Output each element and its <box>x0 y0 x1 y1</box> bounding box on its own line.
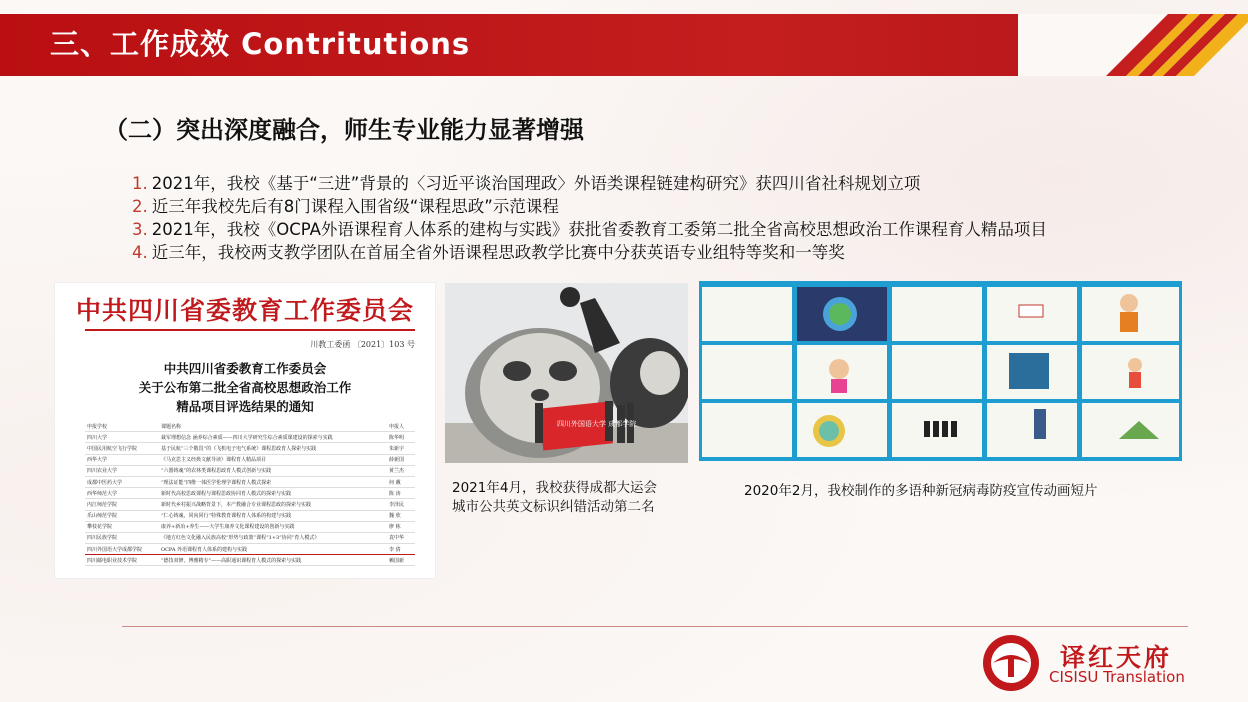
table-row-highlighted: 四川外国语大学成都学院 OCPA 外语课程育人体系的建构与实践 李 倩 <box>85 544 415 555</box>
table-row: 西华师范大学 新时代高校思政课程与课程思政协同育人模式的探索与实践 陈 涛 <box>85 488 415 499</box>
animation-still-drawings <box>699 281 1182 461</box>
table-row: 攀枝花学院 康养+新冶+养生——大学生康养文化课程建设的创新与实践 廖 栋 <box>85 521 415 532</box>
table-row: 四川邮电职业技术学院 “德技双修，博雅精专”——高职通识课程育人模式的探索与实践 赖国新 <box>85 555 415 566</box>
footer-divider <box>122 626 1188 627</box>
list-item: 1. 2021年，我校《基于“三进”背景的〈习近平谈治国理政〉外语类课程链建构研究》获四川省社科规划立项 <box>132 174 921 193</box>
animation-stills-grid <box>699 281 1182 461</box>
document-number: 川教工委函 〔2021〕103 号 <box>310 340 415 349</box>
list-item: 2. 近三年我校先后有8门课程入围省级“课程思政”示范课程 <box>132 197 559 216</box>
section-subtitle: （二）突出深度融合，师生专业能力显著增强 <box>104 116 584 144</box>
svg-text:四川外国语大学 成都学院: 四川外国语大学 成都学院 <box>557 420 637 428</box>
table-row: 内江师范学院 新时代乡村振兴战略背景下，本产教融合专业课程思政的探索与实践 李泽民 <box>85 499 415 510</box>
page-title: 三、工作成效 Contritutions <box>50 27 471 61</box>
table-row: 乐山师范学院 “仁心铸魂，同向同行”特殊教育课程育人体系的构建与实践 魏 欣 <box>85 510 415 521</box>
animation-caption: 2020年2月，我校制作的多语种新冠病毒防疫宣传动画短片 <box>744 483 1098 499</box>
list-item: 3. 2021年，我校《OCPA外语课程育人体系的建构与实践》获批省委教育工委第二批全省高校思想政治工作课程育人精品项目 <box>132 220 1047 239</box>
table-row: 西华大学 《马克思主义经典文献导读》课程育人精品项目 薛新国 <box>85 454 415 465</box>
table-row: 四川大学 裁军理想信念 涵养综合素质——四川大学研究生综合素质课建设的探索与实践 陈华明 <box>85 432 415 443</box>
table-row: 四川农业大学 “六器铸魂”的农林类课程思政育人模式创新与实践 黄兰杰 <box>85 465 415 476</box>
official-document-image <box>54 282 436 579</box>
table-row: 四川民族学院 《地方红色文化融入民族高校“形势与政策”课程“1+3”协同”育人模式》 袁中华 <box>85 532 415 543</box>
document-title-line: 关于公布第二批全省高校思想政治工作 <box>138 380 352 395</box>
photo-caption: 2021年4月，我校获得成都大运会 城市公共英文标识纠错活动第二名 <box>452 480 657 515</box>
group-photo-panda-sculpture <box>445 283 688 463</box>
logo-english-text: CISISU Translation <box>1049 668 1185 686</box>
table-header-row: 申报学校 课题名称 申报人 <box>85 421 415 432</box>
logo-icon <box>981 633 1041 693</box>
list-item: 4. 近三年，我校两支教学团队在首届全省外语课程思政教学比赛中分获英语专业组特等奖和一等奖 <box>132 243 845 262</box>
logo-chinese-text: 译红天府 <box>1060 643 1173 672</box>
document-title-line: 中共四川省委教育工作委员会 <box>163 361 327 376</box>
table-row: 成都中医药大学 “理法证能”四维一体医学伦理学课程育人模式探索 何 戴 <box>85 476 415 487</box>
document-red-rule <box>85 329 415 331</box>
table-row: 中国民用航空飞行学院 基于民航“三个敬畏”的《飞机电子电气系统》课程思政育人探索与实践 朱新宇 <box>85 443 415 454</box>
document-title-line: 精品项目评选结果的通知 <box>176 399 314 414</box>
document-table <box>85 421 415 566</box>
document-letterhead: 中共四川省委教育工作委员会 <box>75 296 414 325</box>
decorative-stripes <box>1018 14 1248 76</box>
achievement-list <box>132 172 1047 264</box>
